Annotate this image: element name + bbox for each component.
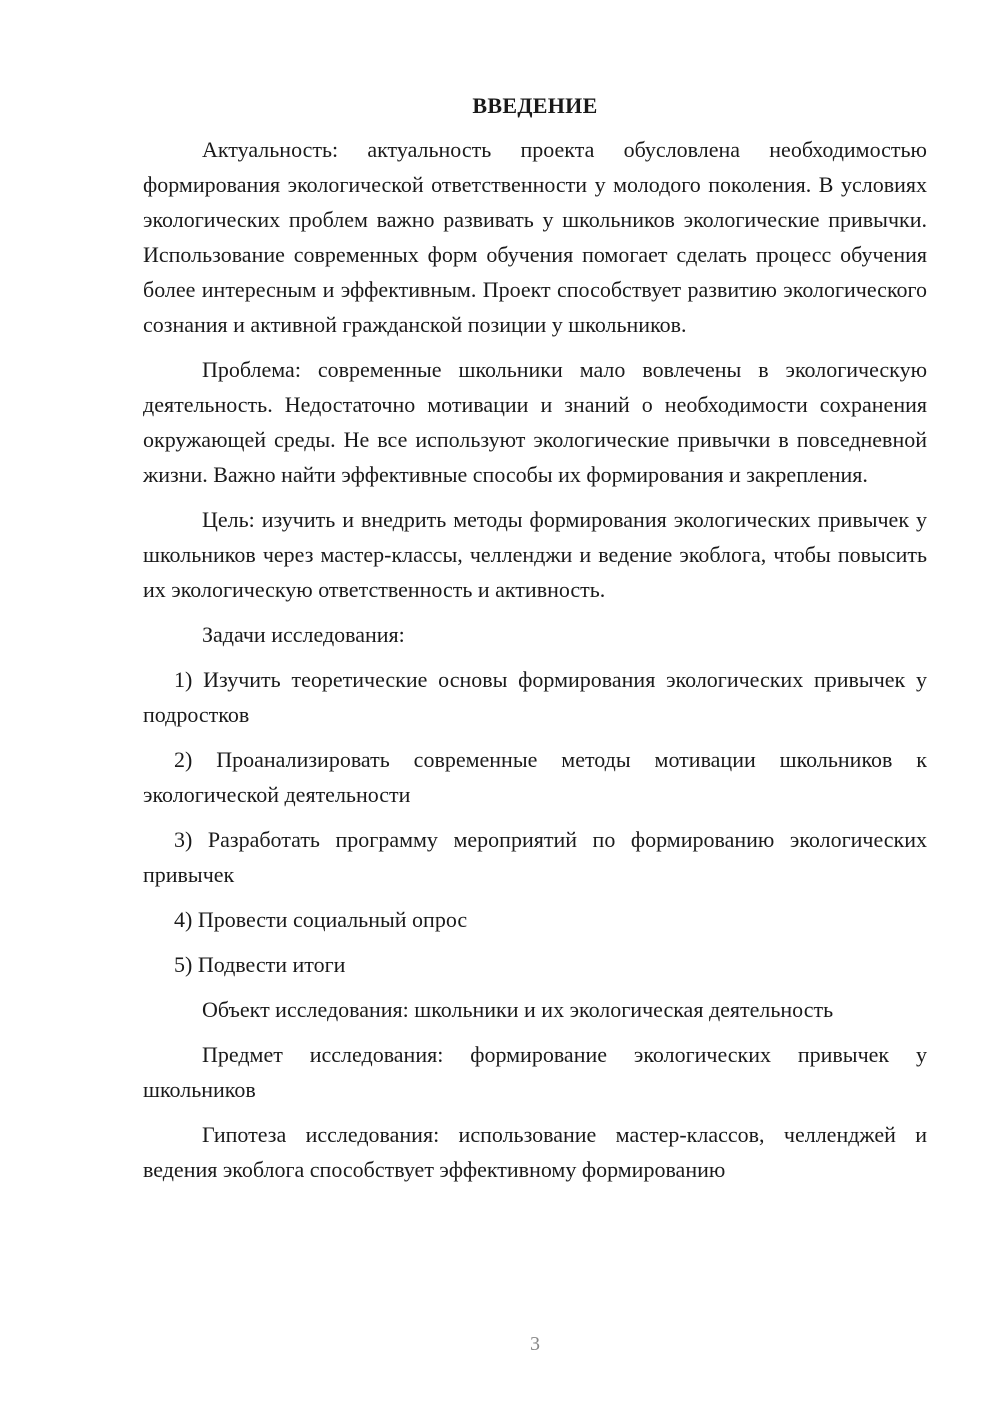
- tasks-heading: Задачи исследования:: [202, 622, 405, 647]
- task-item-3: 3) Разработать программу мероприятий по формированию экологических привычек: [143, 827, 927, 887]
- relevance-paragraph: Актуальность: актуальность проекта обусловлена необходимостью формирования экологической ответственности у молодого поколения. В условиях экологических проблем важно развивать у школьников экологические привычки. Использование современных форм обучения помогает сделать процесс обучения более интересным и эффективным. Проект способствует развитию экологического сознания и активной гражданской позиции у школьников.: [143, 137, 927, 337]
- document-title: ВВЕДЕНИЕ: [472, 93, 598, 118]
- task-item-2: 2) Проанализировать современные методы мотивации школьников к экологической деятельности: [143, 747, 927, 807]
- task-item-4: 4) Провести социальный опрос: [174, 907, 468, 932]
- task-item-1: 1) Изучить теоретические основы формирования экологических привычек у подростков: [143, 667, 927, 727]
- problem-paragraph: Проблема: современные школьники мало вовлечены в экологическую деятельность. Недостаточно мотивации и знаний о необходимости сохранения окружающей среды. Не все используют экологические привычки в повседневной жизни. Важно найти эффективные способы их формирования и закрепления.: [143, 357, 927, 487]
- task-item-5: 5) Подвести итоги: [174, 952, 346, 977]
- page-number: 3: [530, 1333, 540, 1355]
- hypothesis-paragraph: Гипотеза исследования: использование мастер-классов, челленджей и ведения экоблога способствует эффективному формированию: [143, 1122, 927, 1182]
- goal-paragraph: Цель: изучить и внедрить методы формирования экологических привычек у школьников через мастер-классы, челленджи и ведение экоблога, чтобы повысить их экологическую ответственность и активность.: [143, 507, 927, 602]
- document-page: [143, 88, 927, 1197]
- subject-paragraph: Предмет исследования: формирование экологических привычек у школьников: [143, 1042, 927, 1102]
- object-paragraph: Объект исследования: школьники и их экологическая деятельность: [202, 997, 834, 1022]
